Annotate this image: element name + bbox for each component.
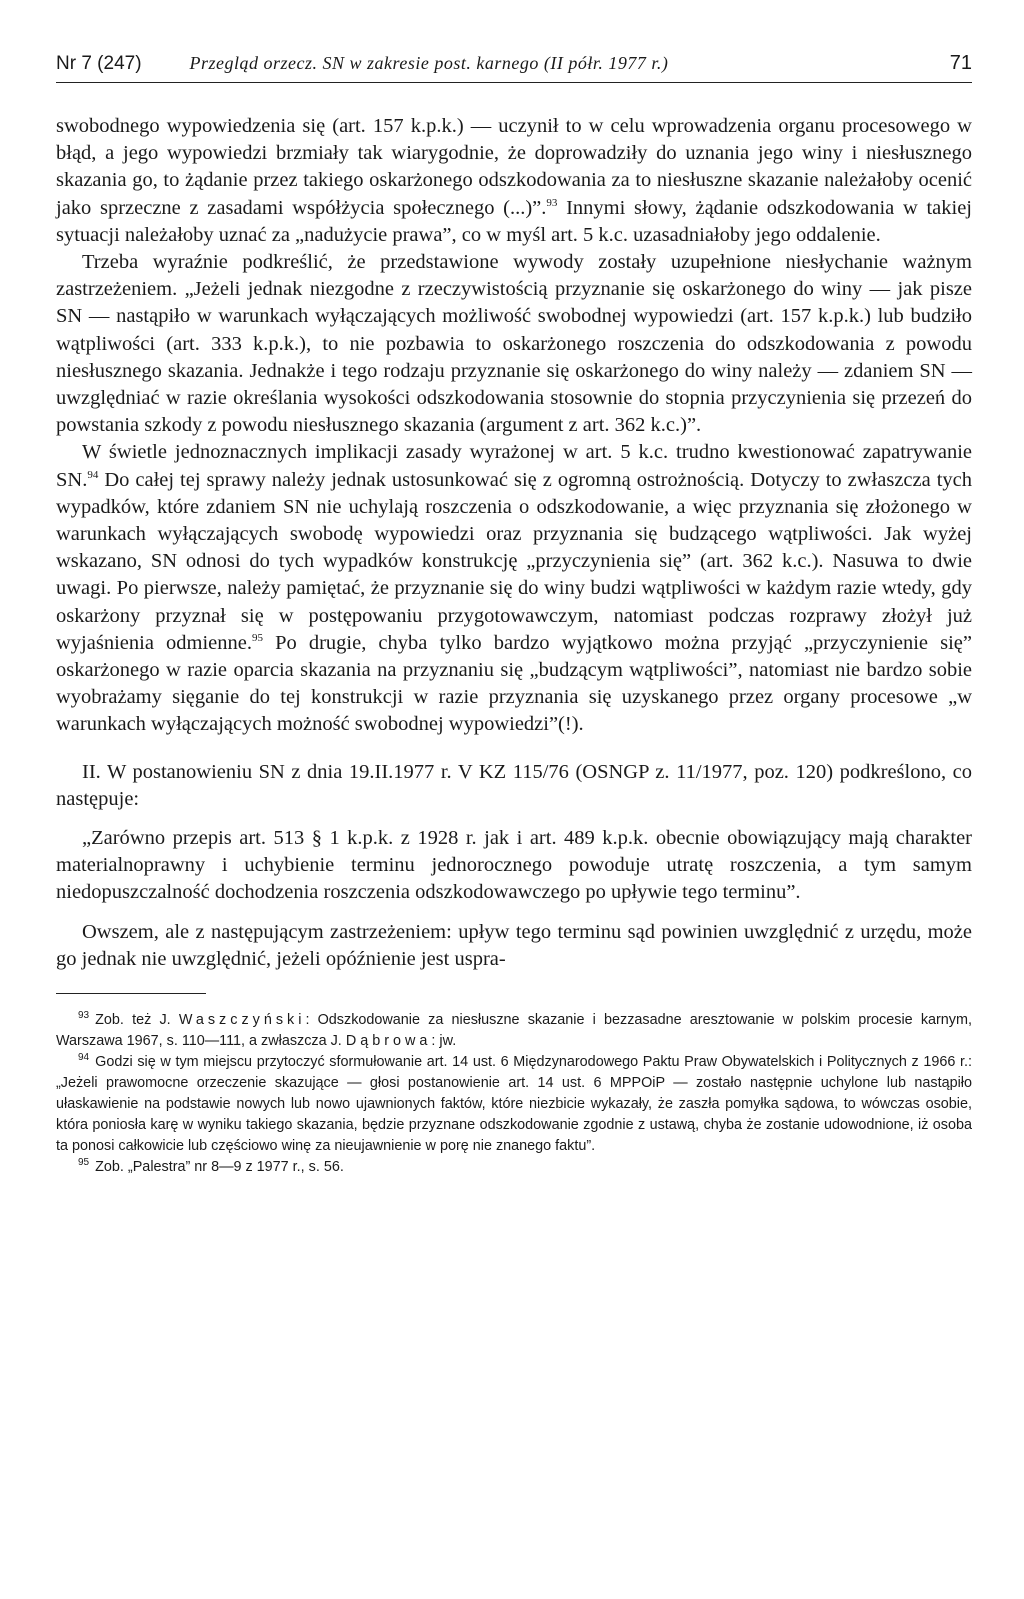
quoted-paragraph: „Zarówno przepis art. 513 § 1 k.p.k. z 1928 r. jak i art. 489 k.p.k. obecnie obowiązujący mają charakter materialnoprawny i uchybienie terminu jednorocznego powoduje utratę roszczenia, a tym samym niedopuszczalność dochodzenia roszczenia odszkodowawczego po upływie tego terminu”. bbox=[56, 827, 972, 904]
text-run: : jw. bbox=[431, 1033, 457, 1050]
text-run: Godzi się w tym miejscu przytoczyć sformułowanie art. 14 ust. 6 Międzynarodowego Paktu Praw Obywatelskich i Politycznych z 1966 r.: „Jeżeli prawomocne orzeczenie skazujące — głosi postanowienie art. 14 ust. 6 MPPOiP — zostało następnie uchylone lub nastąpiło ułaskawienie na podstawie nowych lub nowo ujawnionych faktów, które niezbicie wykazały, że zaszła pomyłka sądowa, to wówczas osobie, która poniosła karę w wyniku takiego skazania, będzie przyznane odszkodowanie zgodnie z ustawą, chyba że zostanie udowodnione, iż osoba ta ponosi całkowicie lub częściowo winę za nieujawnienie w porę nie znanego faktu”. bbox=[56, 1054, 972, 1155]
running-header bbox=[56, 52, 972, 83]
section-paragraph: II. W postanowieniu SN z dnia 19.II.1977 r. V KZ 115/76 (OSNGP z. 11/1977, poz. 120) podkreślono, co następuje: bbox=[56, 760, 972, 810]
footnote-95 bbox=[56, 1157, 972, 1178]
footnote-number: 93 bbox=[78, 1010, 90, 1022]
page-number: 71 bbox=[949, 52, 972, 74]
text-run: W świetle jednoznacznych implikacji zasady wyrażonej w art. 5 k.c. trudno kwestionować zapatrywanie SN. bbox=[56, 441, 972, 491]
footnote-93 bbox=[56, 1010, 972, 1052]
paragraph bbox=[56, 439, 972, 738]
journal-section-title: Przegląd orzecz. SN w zakresie post. karnego (II półr. 1977 r.) bbox=[189, 53, 669, 73]
text-run: Innymi słowy, żądanie odszkodowania w takiej sytuacji należałoby uznać za „nadużycie prawa”, co w myśl art. 5 k.c. uzasadniałoby jego oddalenie. bbox=[56, 196, 972, 246]
footnote-divider bbox=[56, 993, 206, 994]
issue-number: Nr 7 (247) bbox=[56, 53, 142, 74]
footnote-94 bbox=[56, 1052, 972, 1157]
text-run: Zob. „Palestra” nr 8—9 z 1977 r., s. 56. bbox=[95, 1159, 344, 1176]
footnote-ref-95: 95 bbox=[251, 632, 263, 645]
author-name: Waszczyński bbox=[178, 1012, 306, 1029]
footnote-ref-93: 93 bbox=[546, 196, 558, 209]
running-header-left bbox=[56, 53, 668, 75]
footnotes bbox=[56, 1010, 972, 1178]
footnote-ref-94: 94 bbox=[87, 468, 99, 481]
paragraph: Trzeba wyraźnie podkreślić, że przedstawione wywody zostały uzupełnione niesłychanie ważnym zastrzeżeniem. „Jeżeli jednak niezgodne z rzeczywistością przyznanie się oskarżonego do winy — jak pisze SN — nastąpiło w warunkach wyłączających możliwość swobodnej wypowiedzi (art. 157 k.p.k.) lub budziło wątpliwości (art. 333 k.p.k.), to nie pozbawia to oskarżonego roszczenia do odszkodowania z powodu niesłusznego skazania. Jednakże i tego rodzaju przyznanie się oskarżonego do winy należy — zdaniem SN — uwzględniać w razie określania wysokości odszkodowania stosownie do stopnia przyczynienia się przezeń do powstania szkody z powodu niesłusznego skazania (argument z art. 362 k.c.)”. bbox=[56, 251, 972, 437]
paragraph-continuation bbox=[56, 113, 972, 249]
author-name: Dąbrowa bbox=[345, 1033, 432, 1050]
text-run: Zob. też J. bbox=[95, 1012, 179, 1029]
text-run: Do całej tej sprawy należy jednak ustosunkować się z ogromną ostrożnością. Dotyczy to zwłaszcza tych wypadków, które zdaniem SN nie uchylają roszczenia o odszkodowanie, a więc przyznania się złożonego w warunkach wyłączających swobodę wypowiedzi oraz przyznania się budzącego wątpliwości. Jak wyżej wskazano, SN odnosi do tych wypadków konstrukcję „przyczynienia się” (art. 362 k.c.). Nasuwa to dwie uwagi. Po pierwsze, należy pamiętać, że przyznanie się do winy budzi wątpliwości w każdym razie wtedy, gdy oskarżony przyznał się w postępowaniu przygotowawczym, natomiast podczas rozprawy złożył już wyjaśnienia odmienne. bbox=[56, 468, 972, 654]
text-run: swobodnego wypowiedzenia się (art. 157 k.p.k.) — uczynił to w celu wprowadzenia organu procesowego w błąd, a jego wypowiedzi brzmiały tak wiarygodnie, że doprowadziły do uznania jego winy i niesłusznego skazania go, to żądanie przez takiego oskarżonego odszkodowania za to niesłuszne skazanie należałoby ocenić jako sprzeczne z zasadami współżycia społecznego (...)”. bbox=[56, 115, 972, 219]
footnote-number: 95 bbox=[78, 1157, 90, 1169]
text-run: Po drugie, chyba tylko bardzo wyjątkowo można przyjąć „przyczynienie się” oskarżonego w razie oparcia skazania na przyznaniu się „budzącym wątpliwości”, natomiast nie bardzo sobie wyobrażamy sięganie do tej konstrukcji w razie przyznania się uzyskanego przez organy procesowe „w warunkach wyłączających możność swobodnej wypowiedzi”(!). bbox=[56, 631, 972, 736]
text-run: : Odszkodowanie za niesłuszne skazanie i bezzasadne aresztowanie w polskim procesie karnym, Warszawa 1967, s. 110—111, a zwłaszcza J. bbox=[56, 1012, 972, 1050]
paragraph: Owszem, ale z następującym zastrzeżeniem: upływ tego terminu sąd powinien uwzględnić z urzędu, może go jednak nie uwzględnić, jeżeli opóźnienie jest uspra- bbox=[56, 920, 972, 970]
footnote-number: 94 bbox=[78, 1052, 90, 1064]
main-text bbox=[56, 113, 972, 973]
